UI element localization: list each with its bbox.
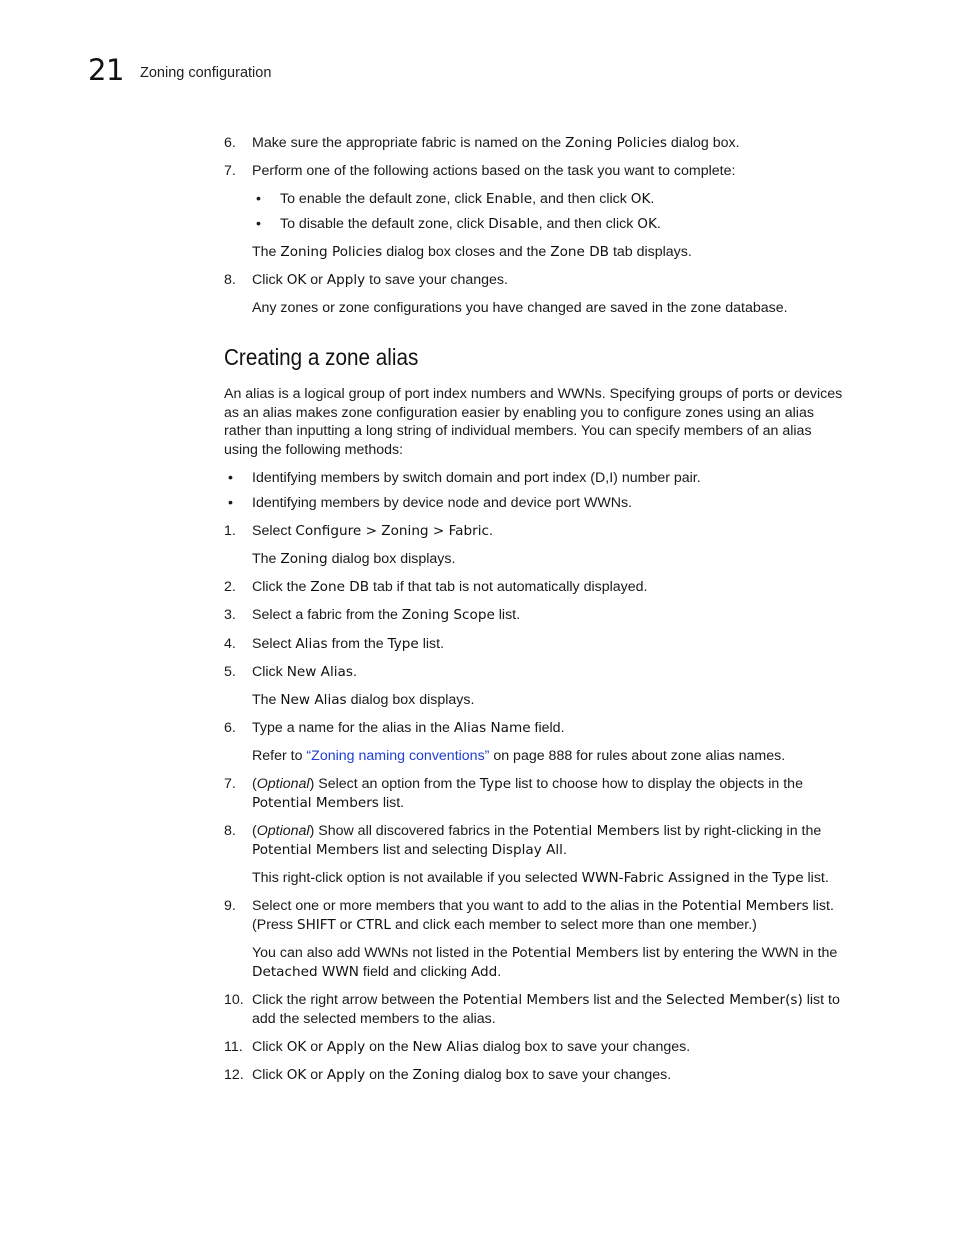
chapter-title: Zoning configuration: [140, 65, 272, 81]
step-number: 1.: [224, 523, 236, 539]
step-text: Make sure the appropriate fabric is named on the Zoning Policies dialog box.: [252, 135, 740, 151]
step-number: 6.: [224, 720, 236, 736]
section-heading: Creating a zone alias: [224, 344, 419, 370]
step-number: 7.: [224, 776, 236, 792]
bullet-icon: •: [256, 191, 261, 207]
step-text: Click OK or Apply on the Zoning dialog box to save your changes.: [252, 1067, 672, 1083]
bullet-text: Identifying members by switch domain and port index (D,I) number pair.: [252, 470, 701, 486]
step-number: 2.: [224, 579, 236, 595]
bullet-icon: •: [228, 470, 233, 486]
step-text: Click the right arrow between the Potential Members list and the Selected Member(s) list to: [252, 992, 840, 1008]
step-number: 9.: [224, 898, 236, 914]
step-text: Select Configure > Zoning > Fabric.: [252, 523, 493, 539]
step-text: Select Alias from the Type list.: [252, 636, 445, 652]
bullet-icon: •: [256, 216, 261, 232]
step-number: 3.: [224, 607, 236, 623]
step-text: Click OK or Apply on the New Alias dialog box to save your changes.: [252, 1039, 691, 1055]
bullet-text: To disable the default zone, click Disable, and then click OK.: [280, 216, 661, 232]
chapter-number: 21: [88, 53, 124, 87]
step-text: Click New Alias.: [252, 664, 357, 680]
step-text: (Optional) Select an option from the Type list to choose how to display the objects in the: [252, 776, 803, 792]
step-number: 7.: [224, 163, 236, 179]
step-number: 12.: [224, 1067, 244, 1083]
step-text: Perform one of the following actions based on the task you want to complete:: [252, 163, 736, 179]
bullet-text: Identifying members by device node and device port WWNs.: [252, 495, 633, 511]
bullet-text: To enable the default zone, click Enable, and then click OK.: [280, 191, 655, 207]
step-number: 11.: [224, 1039, 243, 1055]
step-text: Click the Zone DB tab if that tab is not automatically displayed.: [252, 579, 648, 595]
step-number: 8.: [224, 823, 236, 839]
cross-reference-link[interactable]: “Zoning naming conventions”: [306, 748, 490, 764]
step-number: 10.: [224, 992, 244, 1008]
step-number: 5.: [224, 664, 236, 680]
step-text: Select one or more members that you want to add to the alias in the Potential Members list.: [252, 898, 834, 914]
step-text: Type a name for the alias in the Alias Name field.: [252, 720, 565, 736]
step-number: 8.: [224, 272, 236, 288]
intro-paragraph: An alias is a logical group of port index numbers and WWNs. Specifying groups of ports or devices as an alias makes zone configuration easier by enabling you to configure zones using an alias rather than inputting a long string of individual members. You can specify members of an alias using the following methods:: [224, 386, 843, 459]
bullet-icon: •: [228, 495, 233, 511]
step-text: Select a fabric from the Zoning Scope list.: [252, 607, 521, 623]
step-text: Click OK or Apply to save your changes.: [252, 272, 508, 288]
step-number: 6.: [224, 135, 236, 151]
step-text: (Optional) Show all discovered fabrics in the Potential Members list by right-clicking in the: [252, 823, 822, 839]
step-number: 4.: [224, 636, 236, 652]
